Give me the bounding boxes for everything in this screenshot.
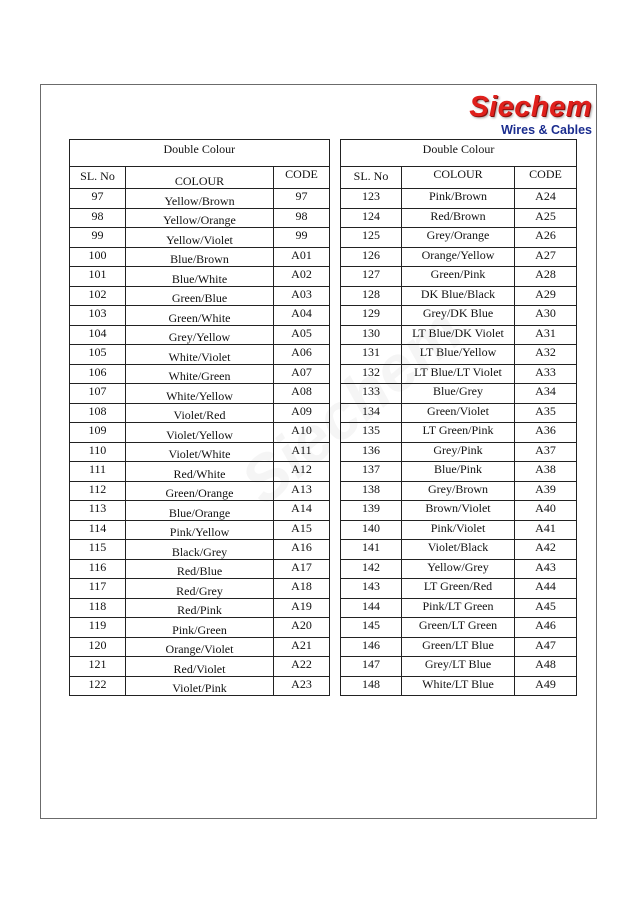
colour-cell: Red/White: [126, 462, 274, 482]
sl-no-cell: 106: [70, 364, 126, 384]
colour-cell: LT Green/Pink: [402, 423, 515, 443]
code-cell: A11: [274, 442, 330, 462]
colour-cell: Red/Grey: [126, 579, 274, 599]
table-row: [341, 501, 577, 521]
table-row: [341, 286, 577, 306]
code-cell: 99: [274, 228, 330, 248]
sl-no-cell: 120: [70, 637, 126, 657]
code-cell: A15: [274, 520, 330, 540]
code-cell: A16: [274, 540, 330, 560]
code-cell: A27: [515, 247, 577, 267]
colour-cell: Pink/Yellow: [126, 520, 274, 540]
table-row: [70, 579, 330, 599]
colour-cell: White/Yellow: [126, 384, 274, 404]
sl-no-cell: 122: [70, 676, 126, 696]
sl-no-cell: 123: [341, 189, 402, 209]
table-row: [70, 286, 330, 306]
code-cell: A04: [274, 306, 330, 326]
code-cell: A09: [274, 403, 330, 423]
colour-cell: Grey/Yellow: [126, 325, 274, 345]
code-cell: A34: [515, 384, 577, 404]
table-row: [70, 384, 330, 404]
colour-cell: Green/Pink: [402, 267, 515, 287]
code-cell: A12: [274, 462, 330, 482]
colour-cell: Grey/Orange: [402, 228, 515, 248]
code-cell: A17: [274, 559, 330, 579]
sl-no-cell: 104: [70, 325, 126, 345]
table-row: [70, 618, 330, 638]
sl-no-cell: 129: [341, 306, 402, 326]
sl-no-cell: 99: [70, 228, 126, 248]
table-row: [341, 364, 577, 384]
table-row: [341, 462, 577, 482]
sl-no-cell: 117: [70, 579, 126, 599]
colour-cell: Blue/Orange: [126, 501, 274, 521]
code-cell: A22: [274, 657, 330, 677]
sl-no-cell: 141: [341, 540, 402, 560]
colour-cell: Violet/Black: [402, 540, 515, 560]
code-cell: A01: [274, 247, 330, 267]
sl-no-cell: 98: [70, 208, 126, 228]
sl-no-cell: 144: [341, 598, 402, 618]
colour-code-table-right: [340, 139, 577, 696]
colour-cell: Pink/Brown: [402, 189, 515, 209]
table-row: [341, 540, 577, 560]
sl-no-cell: 105: [70, 345, 126, 365]
code-cell: A24: [515, 189, 577, 209]
sl-no-cell: 124: [341, 208, 402, 228]
code-cell: A07: [274, 364, 330, 384]
sl-no-cell: 140: [341, 520, 402, 540]
colour-cell: Green/LT Blue: [402, 637, 515, 657]
sl-no-cell: 100: [70, 247, 126, 267]
table-row: [70, 657, 330, 677]
colour-cell: Red/Pink: [126, 598, 274, 618]
code-cell: A13: [274, 481, 330, 501]
code-cell: A28: [515, 267, 577, 287]
table-row: [341, 325, 577, 345]
code-cell: A42: [515, 540, 577, 560]
sl-no-cell: 131: [341, 345, 402, 365]
table-row: [341, 384, 577, 404]
sl-no-cell: 136: [341, 442, 402, 462]
table-row: [70, 228, 330, 248]
code-cell: A44: [515, 579, 577, 599]
table-row: [70, 247, 330, 267]
code-cell: A32: [515, 345, 577, 365]
sl-no-cell: 127: [341, 267, 402, 287]
sl-no-cell: 125: [341, 228, 402, 248]
colour-cell: Orange/Yellow: [402, 247, 515, 267]
table-row: [70, 423, 330, 443]
code-cell: A46: [515, 618, 577, 638]
sl-no-cell: 97: [70, 189, 126, 209]
colour-cell: Brown/Violet: [402, 501, 515, 521]
sl-no-cell: 119: [70, 618, 126, 638]
sl-no-cell: 145: [341, 618, 402, 638]
table-row: [341, 559, 577, 579]
code-cell: 97: [274, 189, 330, 209]
table-row: [70, 364, 330, 384]
code-cell: A05: [274, 325, 330, 345]
sl-no-cell: 137: [341, 462, 402, 482]
code-cell: A48: [515, 657, 577, 677]
table-row: [70, 676, 330, 696]
colour-cell: Blue/Grey: [402, 384, 515, 404]
colour-cell: Red/Brown: [402, 208, 515, 228]
colour-cell: Violet/Pink: [126, 676, 274, 696]
table-row: [341, 306, 577, 326]
colour-cell: Yellow/Grey: [402, 559, 515, 579]
sl-no-cell: 108: [70, 403, 126, 423]
code-cell: A35: [515, 403, 577, 423]
header-sl-no: SL. No: [341, 167, 402, 189]
code-cell: A40: [515, 501, 577, 521]
code-cell: A06: [274, 345, 330, 365]
sl-no-cell: 109: [70, 423, 126, 443]
colour-cell: Black/Grey: [126, 540, 274, 560]
header-code: CODE: [515, 167, 577, 189]
colour-cell: White/LT Blue: [402, 676, 515, 696]
code-cell: A20: [274, 618, 330, 638]
table-row: [70, 208, 330, 228]
table-row: [70, 345, 330, 365]
code-cell: A30: [515, 306, 577, 326]
table-row: [70, 637, 330, 657]
table-row: [341, 345, 577, 365]
table-row: [341, 228, 577, 248]
table-row: [70, 403, 330, 423]
table-title: Double Colour: [341, 140, 577, 167]
sl-no-cell: 148: [341, 676, 402, 696]
sl-no-cell: 133: [341, 384, 402, 404]
table-row: [341, 598, 577, 618]
sl-no-cell: 132: [341, 364, 402, 384]
sl-no-cell: 128: [341, 286, 402, 306]
sl-no-cell: 111: [70, 462, 126, 482]
code-cell: A49: [515, 676, 577, 696]
colour-cell: LT Blue/DK Violet: [402, 325, 515, 345]
colour-cell: Blue/Pink: [402, 462, 515, 482]
colour-cell: Blue/White: [126, 267, 274, 287]
sl-no-cell: 130: [341, 325, 402, 345]
code-cell: A31: [515, 325, 577, 345]
colour-cell: White/Green: [126, 364, 274, 384]
table-row: [70, 540, 330, 560]
code-cell: A25: [515, 208, 577, 228]
sl-no-cell: 115: [70, 540, 126, 560]
colour-cell: Green/White: [126, 306, 274, 326]
table-row: [341, 618, 577, 638]
colour-cell: Green/Orange: [126, 481, 274, 501]
code-cell: A29: [515, 286, 577, 306]
table-row: [341, 208, 577, 228]
colour-cell: Pink/Green: [126, 618, 274, 638]
code-cell: A23: [274, 676, 330, 696]
colour-cell: Grey/DK Blue: [402, 306, 515, 326]
code-cell: A33: [515, 364, 577, 384]
sl-no-cell: 142: [341, 559, 402, 579]
table-row: [341, 442, 577, 462]
table-row: [70, 559, 330, 579]
sl-no-cell: 134: [341, 403, 402, 423]
table-row: [341, 403, 577, 423]
code-cell: A18: [274, 579, 330, 599]
header-colour: COLOUR: [402, 167, 515, 189]
table-row: [341, 676, 577, 696]
sl-no-cell: 146: [341, 637, 402, 657]
table-row: [341, 267, 577, 287]
colour-cell: DK Blue/Black: [402, 286, 515, 306]
table-row: [70, 325, 330, 345]
sl-no-cell: 113: [70, 501, 126, 521]
sl-no-cell: 135: [341, 423, 402, 443]
table-row: [341, 520, 577, 540]
code-cell: A45: [515, 598, 577, 618]
sl-no-cell: 114: [70, 520, 126, 540]
code-cell: 98: [274, 208, 330, 228]
colour-cell: Blue/Brown: [126, 247, 274, 267]
table-row: [70, 520, 330, 540]
sl-no-cell: 138: [341, 481, 402, 501]
code-cell: A19: [274, 598, 330, 618]
sl-no-cell: 147: [341, 657, 402, 677]
code-cell: A08: [274, 384, 330, 404]
colour-cell: Grey/Pink: [402, 442, 515, 462]
colour-cell: Yellow/Orange: [126, 208, 274, 228]
colour-cell: LT Blue/LT Violet: [402, 364, 515, 384]
sl-no-cell: 143: [341, 579, 402, 599]
sl-no-cell: 102: [70, 286, 126, 306]
colour-cell: Green/LT Green: [402, 618, 515, 638]
table-row: [341, 579, 577, 599]
table-row: [341, 657, 577, 677]
code-cell: A43: [515, 559, 577, 579]
brand-name: Siechem: [469, 91, 592, 123]
colour-cell: Orange/Violet: [126, 637, 274, 657]
table-row: [70, 462, 330, 482]
sl-no-cell: 112: [70, 481, 126, 501]
code-cell: A47: [515, 637, 577, 657]
colour-cell: Grey/Brown: [402, 481, 515, 501]
code-cell: A14: [274, 501, 330, 521]
brand-logo: [469, 92, 592, 137]
colour-cell: Pink/Violet: [402, 520, 515, 540]
code-cell: A26: [515, 228, 577, 248]
header-sl-no: SL. No: [70, 167, 126, 189]
table-row: [70, 442, 330, 462]
table-title: Double Colour: [126, 140, 330, 167]
code-cell: A02: [274, 267, 330, 287]
colour-cell: Violet/Yellow: [126, 423, 274, 443]
colour-cell: Red/Blue: [126, 559, 274, 579]
table-row: [70, 481, 330, 501]
code-cell: A10: [274, 423, 330, 443]
code-cell: A36: [515, 423, 577, 443]
table-row: [341, 481, 577, 501]
colour-cell: Yellow/Brown: [126, 189, 274, 209]
colour-cell: LT Blue/Yellow: [402, 345, 515, 365]
table-row: [341, 247, 577, 267]
header-colour: COLOUR: [126, 167, 274, 189]
sl-no-cell: 110: [70, 442, 126, 462]
colour-code-table-left: [69, 139, 330, 696]
code-cell: A41: [515, 520, 577, 540]
sl-no-cell: 139: [341, 501, 402, 521]
table-row: [70, 598, 330, 618]
colour-cell: LT Green/Red: [402, 579, 515, 599]
code-cell: A38: [515, 462, 577, 482]
colour-cell: White/Violet: [126, 345, 274, 365]
colour-cell: Green/Violet: [402, 403, 515, 423]
sl-no-cell: 103: [70, 306, 126, 326]
colour-cell: Violet/White: [126, 442, 274, 462]
colour-cell: Pink/LT Green: [402, 598, 515, 618]
code-cell: A03: [274, 286, 330, 306]
sl-no-cell: 107: [70, 384, 126, 404]
code-cell: A37: [515, 442, 577, 462]
table-row: [70, 189, 330, 209]
table-row: [70, 267, 330, 287]
colour-cell: Grey/LT Blue: [402, 657, 515, 677]
brand-tagline: Wires & Cables: [501, 123, 592, 137]
colour-cell: Yellow/Violet: [126, 228, 274, 248]
table-row: [70, 501, 330, 521]
table-row: [341, 637, 577, 657]
table-row: [341, 423, 577, 443]
colour-cell: Red/Violet: [126, 657, 274, 677]
sl-no-cell: 116: [70, 559, 126, 579]
colour-cell: Green/Blue: [126, 286, 274, 306]
header-code: CODE: [274, 167, 330, 189]
sl-no-cell: 118: [70, 598, 126, 618]
sl-no-cell: 126: [341, 247, 402, 267]
table-row: [341, 189, 577, 209]
sl-no-cell: 101: [70, 267, 126, 287]
colour-cell: Violet/Red: [126, 403, 274, 423]
code-cell: A21: [274, 637, 330, 657]
table-row: [70, 306, 330, 326]
sl-no-cell: 121: [70, 657, 126, 677]
code-cell: A39: [515, 481, 577, 501]
